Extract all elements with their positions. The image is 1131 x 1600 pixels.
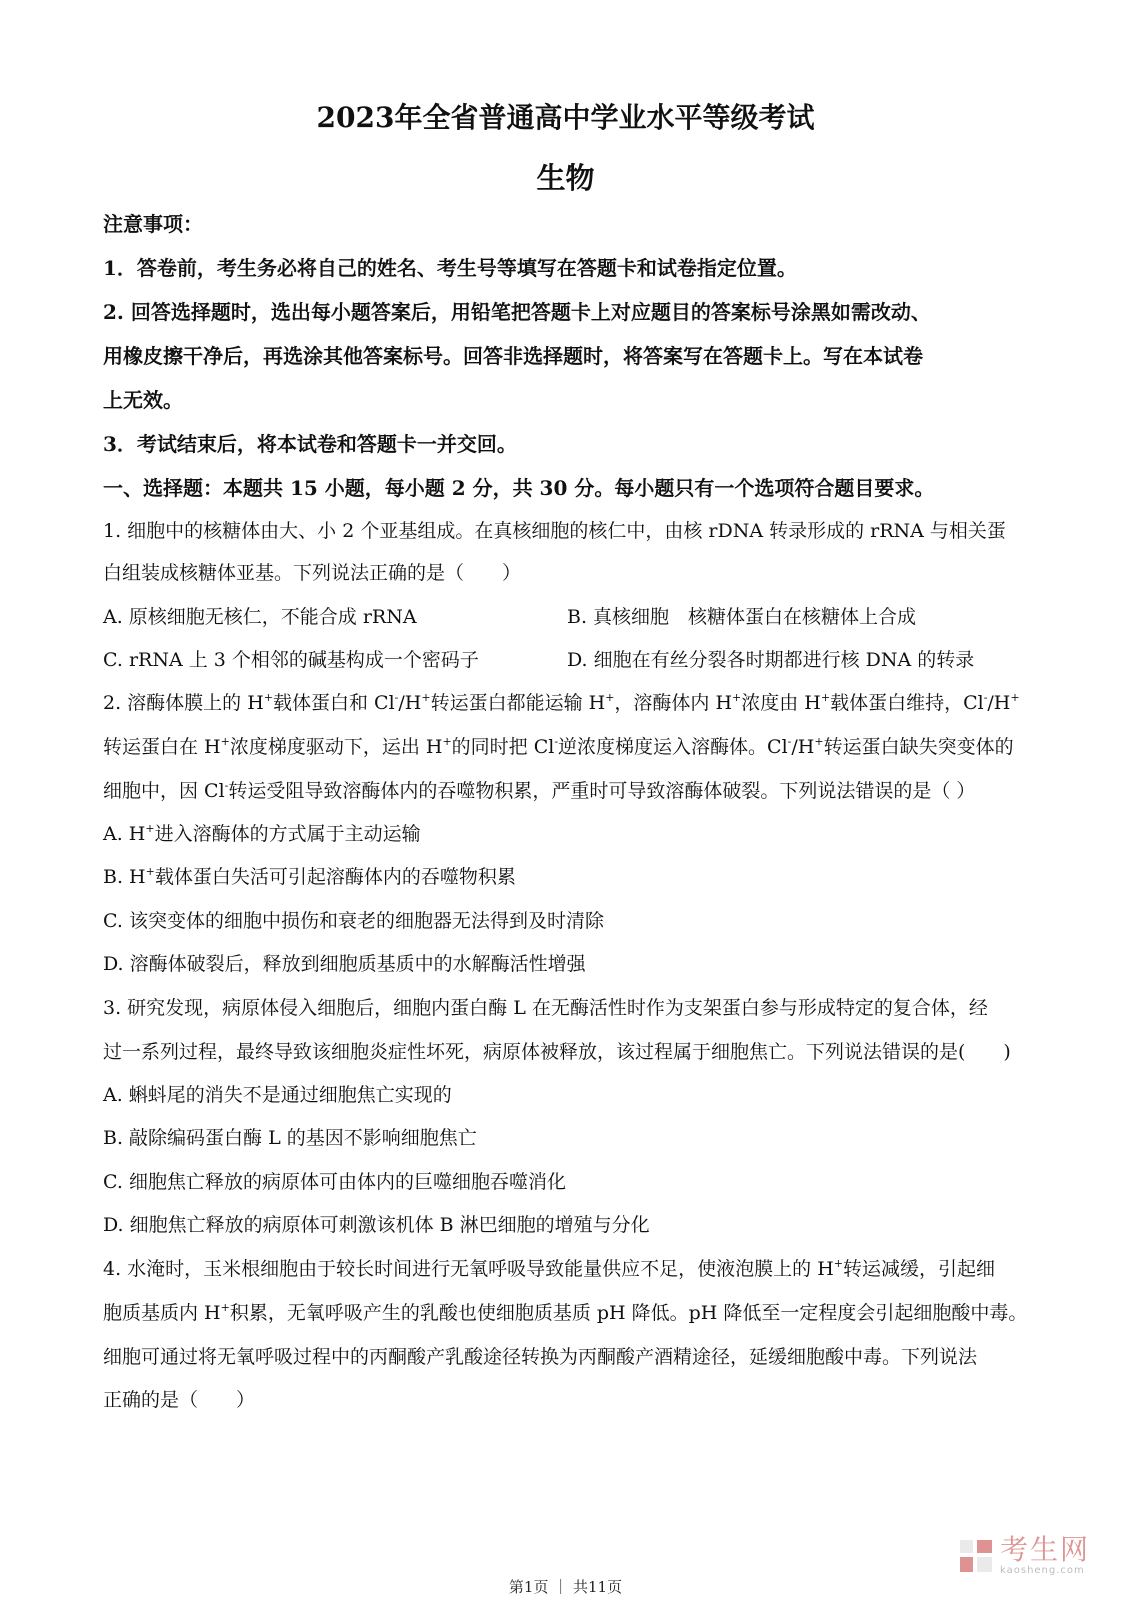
q3-option-b: B. 敲除编码蛋白酶 L 的基因不影响细胞焦亡 <box>103 1127 477 1149</box>
q1-stem-line-1: 1. 细胞中的核糖体由大、小 2 个亚基组成。在真核细胞的核仁中，由核 rDNA 转录形成的 rRNA 与相关蛋 <box>103 520 1006 542</box>
watermark-domain: kaosheng.com <box>1000 1565 1085 1576</box>
notice-item-3: 3．考试结束后，将本试卷和答题卡一并交回。 <box>103 432 517 456</box>
exam-title: 2023年全省普通高中学业水平等级考试 <box>316 101 815 134</box>
page-number: 第1页 ｜ 共11页 <box>508 1578 623 1596</box>
q3-option-d: D. 细胞焦亡释放的病原体可刺激该机体 B 淋巴细胞的增殖与分化 <box>103 1214 650 1236</box>
watermark <box>958 1533 1108 1576</box>
q4-stem-line-1: 4. 水淹时，玉米根细胞由于较长时间进行无氧呼吸导致能量供应不足，使液泡膜上的 H+转运减缓，引起细 <box>103 1257 996 1280</box>
q2-stem-line-3: 细胞中，因 Cl-转运受阻导致溶酶体内的吞噬物积累，严重时可导致溶酶体破裂。下列说法错误的是（ ） <box>103 779 976 802</box>
q1-option-b: B. 真核细胞 核糖体蛋白在核糖体上合成 <box>567 606 917 628</box>
q3-stem-line-1: 3. 研究发现，病原体侵入细胞后，细胞内蛋白酶 L 在无酶活性时作为支架蛋白参与形成特定的复合体，经 <box>103 997 988 1019</box>
q2-stem-line-1: 2. 溶酶体膜上的 H+载体蛋白和 Cl-/H+转运蛋白都能运输 H+，溶酶体内 H+浓度由 H+载体蛋白维持，Cl-/H+ <box>103 691 1020 714</box>
q3-option-c: C. 细胞焦亡释放的病原体可由体内的巨噬细胞吞噬消化 <box>103 1171 566 1193</box>
kaosheng-logo-icon <box>958 1538 994 1574</box>
notice-item-2-line-1: 2. 回答选择题时，选出每小题答案后，用铅笔把答题卡上对应题目的答案标号涂黑如需改动、 <box>103 300 931 324</box>
watermark-text: 考生网 <box>1000 1533 1091 1566</box>
q3-option-a: A. 蝌蚪尾的消失不是通过细胞焦亡实现的 <box>103 1084 452 1106</box>
q2-option-c: C. 该突变体的细胞中损伤和衰老的细胞器无法得到及时清除 <box>103 910 604 932</box>
q1-option-c: C. rRNA 上 3 个相邻的碱基构成一个密码子 <box>103 649 479 671</box>
notice-item-2-line-2: 用橡皮擦干净后，再选涂其他答案标号。回答非选择题时，将答案写在答题卡上。写在本试卷 <box>103 344 923 368</box>
q3-stem-line-2: 过一系列过程，最终导致该细胞炎症性坏死，病原体被释放，该过程属于细胞焦亡。下列说法错误的是( ) <box>103 1041 1011 1063</box>
q4-stem-line-4: 正确的是（ ） <box>103 1389 256 1411</box>
q1-option-d: D. 细胞在有丝分裂各时期都进行核 DNA 的转录 <box>567 649 975 671</box>
notice-heading: 注意事项： <box>103 212 203 236</box>
notice-item-1: 1．答卷前，考生务必将自己的姓名、考生号等填写在答题卡和试卷指定位置。 <box>103 256 797 280</box>
subject-title: 生物 <box>536 161 595 195</box>
q4-stem-line-2: 胞质基质内 H+积累，无氧呼吸产生的乳酸也使细胞质基质 pH 降低。pH 降低至一定程度会引起细胞酸中毒。 <box>103 1301 1028 1324</box>
q2-option-b: B. H+载体蛋白失活可引起溶酶体内的吞噬物积累 <box>103 865 516 888</box>
q2-stem-line-2: 转运蛋白在 H+浓度梯度驱动下，运出 H+的同时把 Cl-逆浓度梯度运入溶酶体。Cl-/H+转运蛋白缺失突变体的 <box>103 735 1014 758</box>
q1-option-a: A. 原核细胞无核仁，不能合成 rRNA <box>103 606 417 628</box>
q1-stem-line-2: 白组装成核糖体亚基。下列说法正确的是（ ） <box>103 562 522 584</box>
q2-option-a: A. H+进入溶酶体的方式属于主动运输 <box>103 822 421 845</box>
notice-item-2-line-3: 上无效。 <box>103 388 183 412</box>
q2-option-d: D. 溶酶体破裂后，释放到细胞质基质中的水解酶活性增强 <box>103 953 586 975</box>
section-heading: 一、选择题：本题共 15 小题，每小题 2 分，共 30 分。每小题只有一个选项符合题目要求。 <box>103 476 935 500</box>
q4-stem-line-3: 细胞可通过将无氧呼吸过程中的丙酮酸产乳酸途径转换为丙酮酸产酒精途径，延缓细胞酸中毒。下列说法 <box>103 1346 978 1368</box>
